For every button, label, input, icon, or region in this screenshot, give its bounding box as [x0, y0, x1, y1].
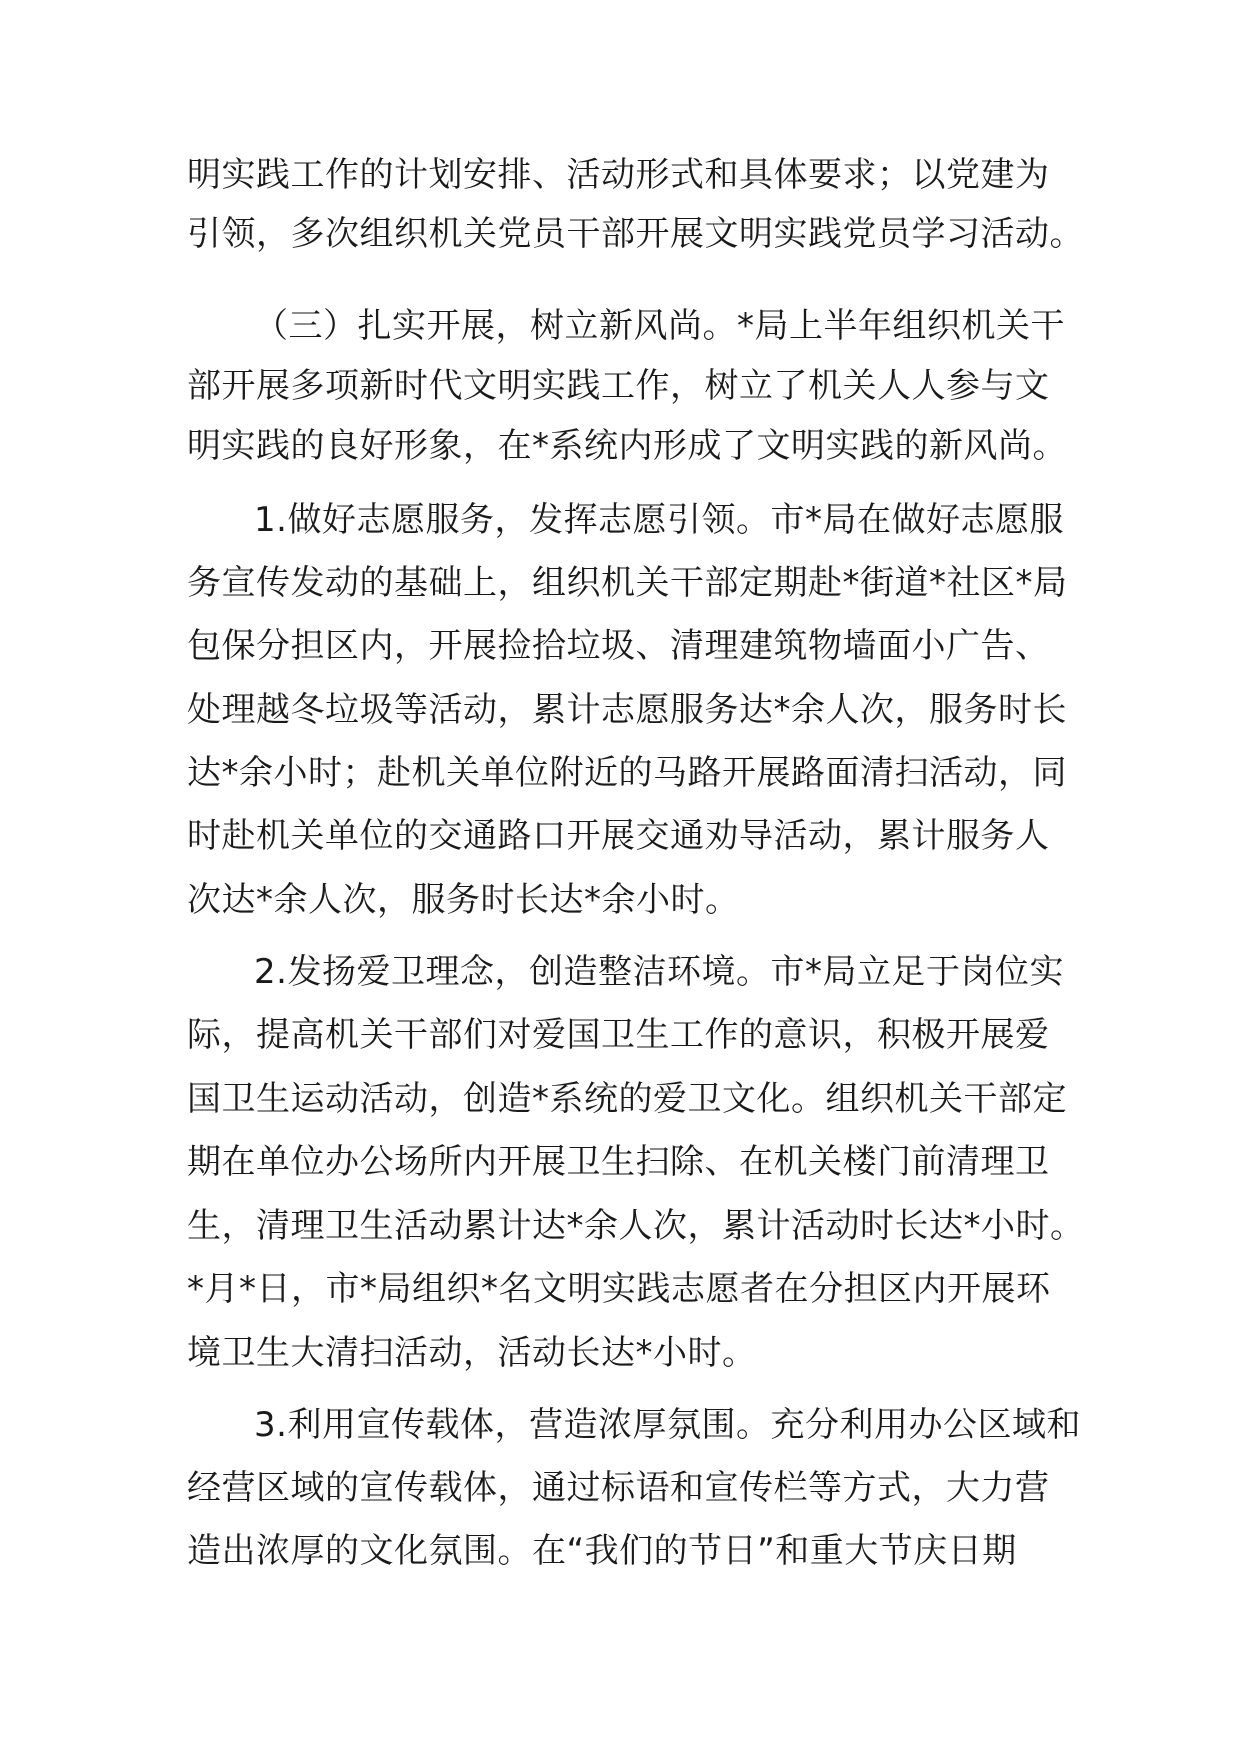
text-line: 生，清理卫生活动累计达*余人次，累计活动时长达*小时。 — [187, 1206, 1085, 1246]
text-line: 部开展多项新时代文明实践工作，树立了机关人人参与文 — [187, 366, 1050, 406]
text-line: 造出浓厚的文化氛围。在“我们的节日”和重大节庆日期 — [187, 1531, 1017, 1571]
text-line: 境卫生大清扫活动，活动长达*小时。 — [187, 1333, 757, 1373]
text-line: 3.利用宣传载体，营造浓厚氛围。充分利用办公区域和 — [254, 1405, 1081, 1445]
text-line: 明实践工作的计划安排、活动形式和具体要求；以党建为 — [187, 155, 1050, 195]
text-line: 包保分担区内，开展捡拾垃圾、清理建筑物墙面小广告、 — [187, 626, 1050, 666]
text-line: 处理越冬垃圾等活动，累计志愿服务达*余人次，服务时长 — [187, 690, 1067, 730]
text-line: 际，提高机关干部们对爱国卫生工作的意识，积极开展爱 — [187, 1015, 1050, 1055]
text-line: 达*余小时；赴机关单位附近的马路开展路面清扫活动，同 — [187, 753, 1067, 793]
text-line: 期在单位办公场所内开展卫生扫除、在机关楼门前清理卫 — [187, 1142, 1050, 1182]
text-line: 明实践的良好形象，在*系统内形成了文明实践的新风尚。 — [187, 426, 1067, 466]
text-line: 次达*余人次，服务时长达*余小时。 — [187, 880, 740, 920]
text-line: 2.发扬爱卫理念，创造整洁环境。市*局立足于岗位实 — [254, 952, 1064, 992]
text-line: 1.做好志愿服务，发挥志愿引领。市*局在做好志愿服 — [254, 500, 1064, 540]
text-line: 时赴机关单位的交通路口开展交通劝导活动，累计服务人 — [187, 816, 1050, 856]
text-line: *月*日，市*局组织*名文明实践志愿者在分担区内开展环 — [187, 1269, 1051, 1309]
text-line: 国卫生运动活动，创造*系统的爱卫文化。组织机关干部定 — [187, 1079, 1067, 1119]
text-line: （三）扎实开展，树立新风尚。*局上半年组织机关干 — [254, 306, 1065, 346]
text-line: 引领，多次组织机关党员干部开展文明实践党员学习活动。 — [187, 214, 1084, 254]
text-line: 经营区域的宣传载体，通过标语和宣传栏等方式，大力营 — [187, 1468, 1050, 1508]
text-line: 务宣传发动的基础上，组织机关干部定期赴*街道*社区*局 — [187, 563, 1068, 603]
